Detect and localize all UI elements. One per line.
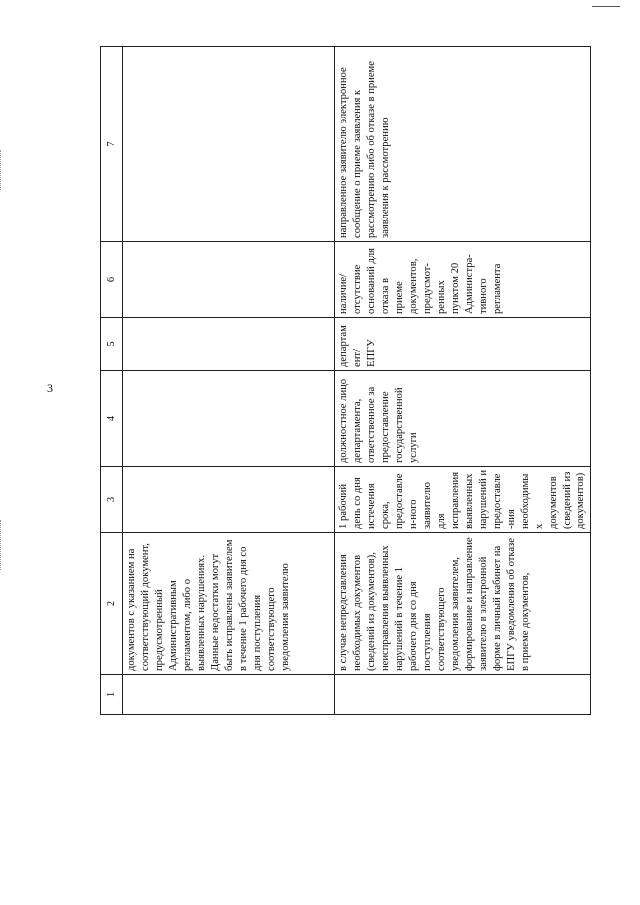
- table-cell: департамент/ ЕПГУ: [335, 318, 591, 371]
- scan-edge-mark: [0, 520, 3, 570]
- column-header: 6: [101, 242, 123, 318]
- table-row: [123, 47, 335, 715]
- table-row: [335, 47, 591, 715]
- column-header: 2: [101, 533, 123, 675]
- table-cell: [123, 242, 335, 318]
- column-header: 5: [101, 318, 123, 371]
- table-cell: [123, 318, 335, 371]
- table-cell: направленное заявителю электронное сообщение о приеме заявления к рассмотрению либо об отказе в приеме заявления к рассмотрению: [335, 47, 591, 242]
- table-cell: [123, 371, 335, 467]
- table-cell: [335, 675, 591, 715]
- column-header: 4: [101, 371, 123, 467]
- table-cell: документов с указанием на соответствующий документ, предусмотренный Административным регламентом, либо о выявленных нарушениях. Данные недостатки могут быть исправлены заявителем в течение 1 рабочего дня со дня поступления соответствующего уведомления заявителю: [123, 533, 335, 675]
- scan-edge-mark: [0, 150, 3, 190]
- table-header-row: [101, 47, 123, 715]
- table-cell: должностное лицо департамента, ответственное за предоставление государственной услуги: [335, 371, 591, 467]
- column-header: 3: [101, 467, 123, 533]
- table-cell: [123, 675, 335, 715]
- table-cell: в случае непредставления необходимых документов (сведений из документов), неисправления выявленных нарушений в течение 1 рабочего дня со дня поступления соответствующего уведомления заявителем, формирование и направление заявителю в электронной форме в личный кабинет на ЕПГУ уведомления об отказе в приеме документов,: [335, 533, 591, 675]
- procedure-table: [100, 46, 591, 715]
- table-cell: 1 рабочий день со дня истечения срока, предоставлен-ного заявителю для исправления выявленных нарушений и предоставле-ния необходимых документов (сведений из документов): [335, 467, 591, 533]
- column-header: 7: [101, 47, 123, 242]
- table-cell: наличие/ отсутствие оснований для отказа в приеме документов, предусмот-ренных пунктом 20 Администра-тивного регламента: [335, 242, 591, 318]
- page-number: 3: [47, 381, 53, 395]
- table-cell: [123, 47, 335, 242]
- table-cell: [123, 467, 335, 533]
- rotated-table-wrapper: [100, 47, 587, 715]
- scan-edge-mark: [592, 6, 620, 7]
- column-header: 1: [101, 675, 123, 715]
